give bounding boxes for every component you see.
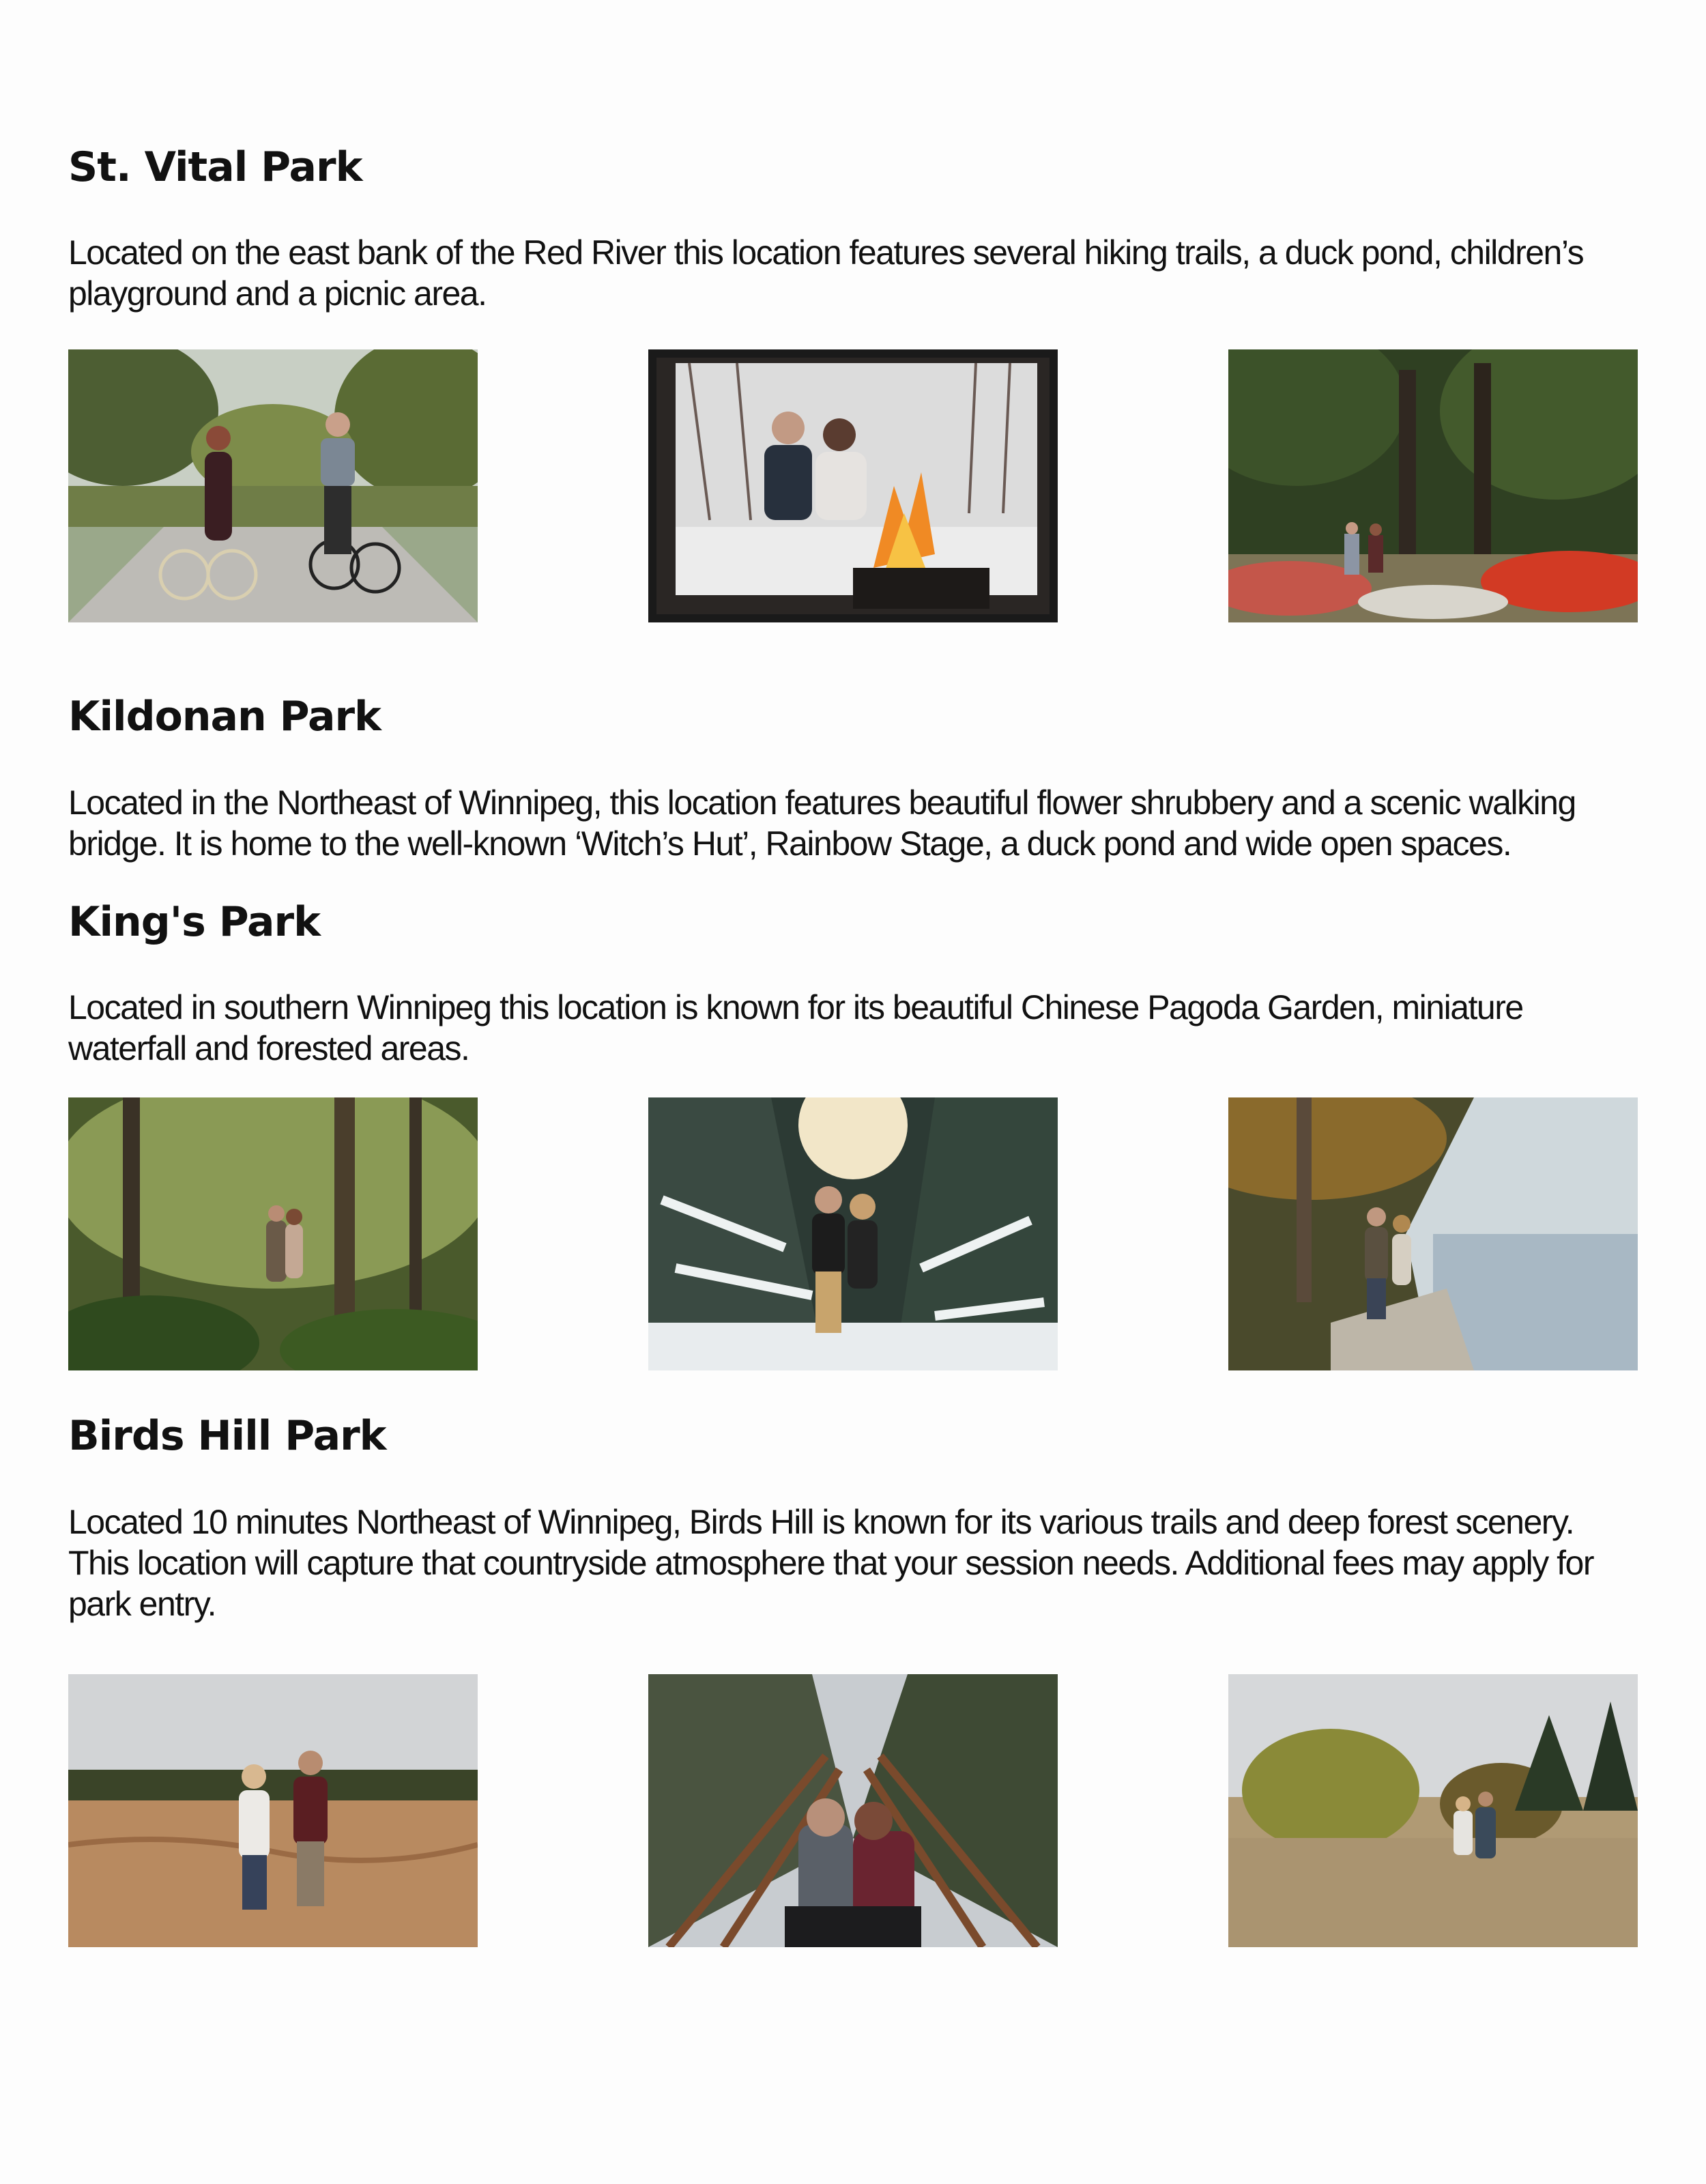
photo-gallery-st-vital bbox=[68, 349, 1638, 622]
section-kildonan-park bbox=[68, 693, 1638, 741]
section-birds-hill-park bbox=[68, 1412, 1638, 1460]
section-description: Located 10 minutes Northeast of Winnipeg, Birds Hill is known for its various trails and deep forest scenery. This location will capture that countryside atmosphere that your session needs. Additional fees may apply for park entry. bbox=[68, 1503, 1594, 1623]
section-title: King's Park bbox=[68, 898, 321, 946]
section-title: St. Vital Park bbox=[68, 143, 362, 191]
section-description-wrap bbox=[68, 232, 1638, 314]
section-kings-park bbox=[68, 898, 1638, 946]
photo-couple-garden[interactable] bbox=[1228, 349, 1638, 622]
photo-gallery-kings-park bbox=[68, 1097, 1638, 1370]
section-description: Located on the east bank of the Red River this location features several hiking trails, a duck pond, children’s playground and a picnic area. bbox=[68, 233, 1584, 313]
photo-couple-bicycles[interactable] bbox=[68, 349, 478, 622]
photo-couple-meadow[interactable] bbox=[1228, 1674, 1638, 1947]
section-description-wrap bbox=[68, 782, 1638, 864]
photo-couple-forest[interactable] bbox=[68, 1097, 478, 1370]
photo-couple-pines[interactable] bbox=[648, 1674, 1058, 1947]
photo-couple-river[interactable] bbox=[1228, 1097, 1638, 1370]
photo-couple-snow[interactable] bbox=[648, 1097, 1058, 1370]
section-st-vital-park bbox=[68, 143, 1638, 191]
photo-gallery-birds-hill bbox=[68, 1674, 1638, 1947]
photo-couple-campfire[interactable] bbox=[648, 349, 1058, 622]
photo-couple-field[interactable] bbox=[68, 1674, 478, 1947]
section-description-wrap bbox=[68, 1502, 1638, 1624]
section-description-wrap bbox=[68, 987, 1638, 1069]
section-title: Kildonan Park bbox=[68, 693, 381, 741]
section-title: Birds Hill Park bbox=[68, 1412, 386, 1460]
section-description: Located in the Northeast of Winnipeg, this location features beautiful flower shrubbery and a scenic walking bridge. It is home to the well-known ‘Witch’s Hut’, Rainbow Stage, a duck pond and wide open spaces. bbox=[68, 784, 1576, 863]
section-description: Located in southern Winnipeg this location is known for its beautiful Chinese Pagoda Garden, miniature waterfall and forested areas. bbox=[68, 988, 1523, 1067]
